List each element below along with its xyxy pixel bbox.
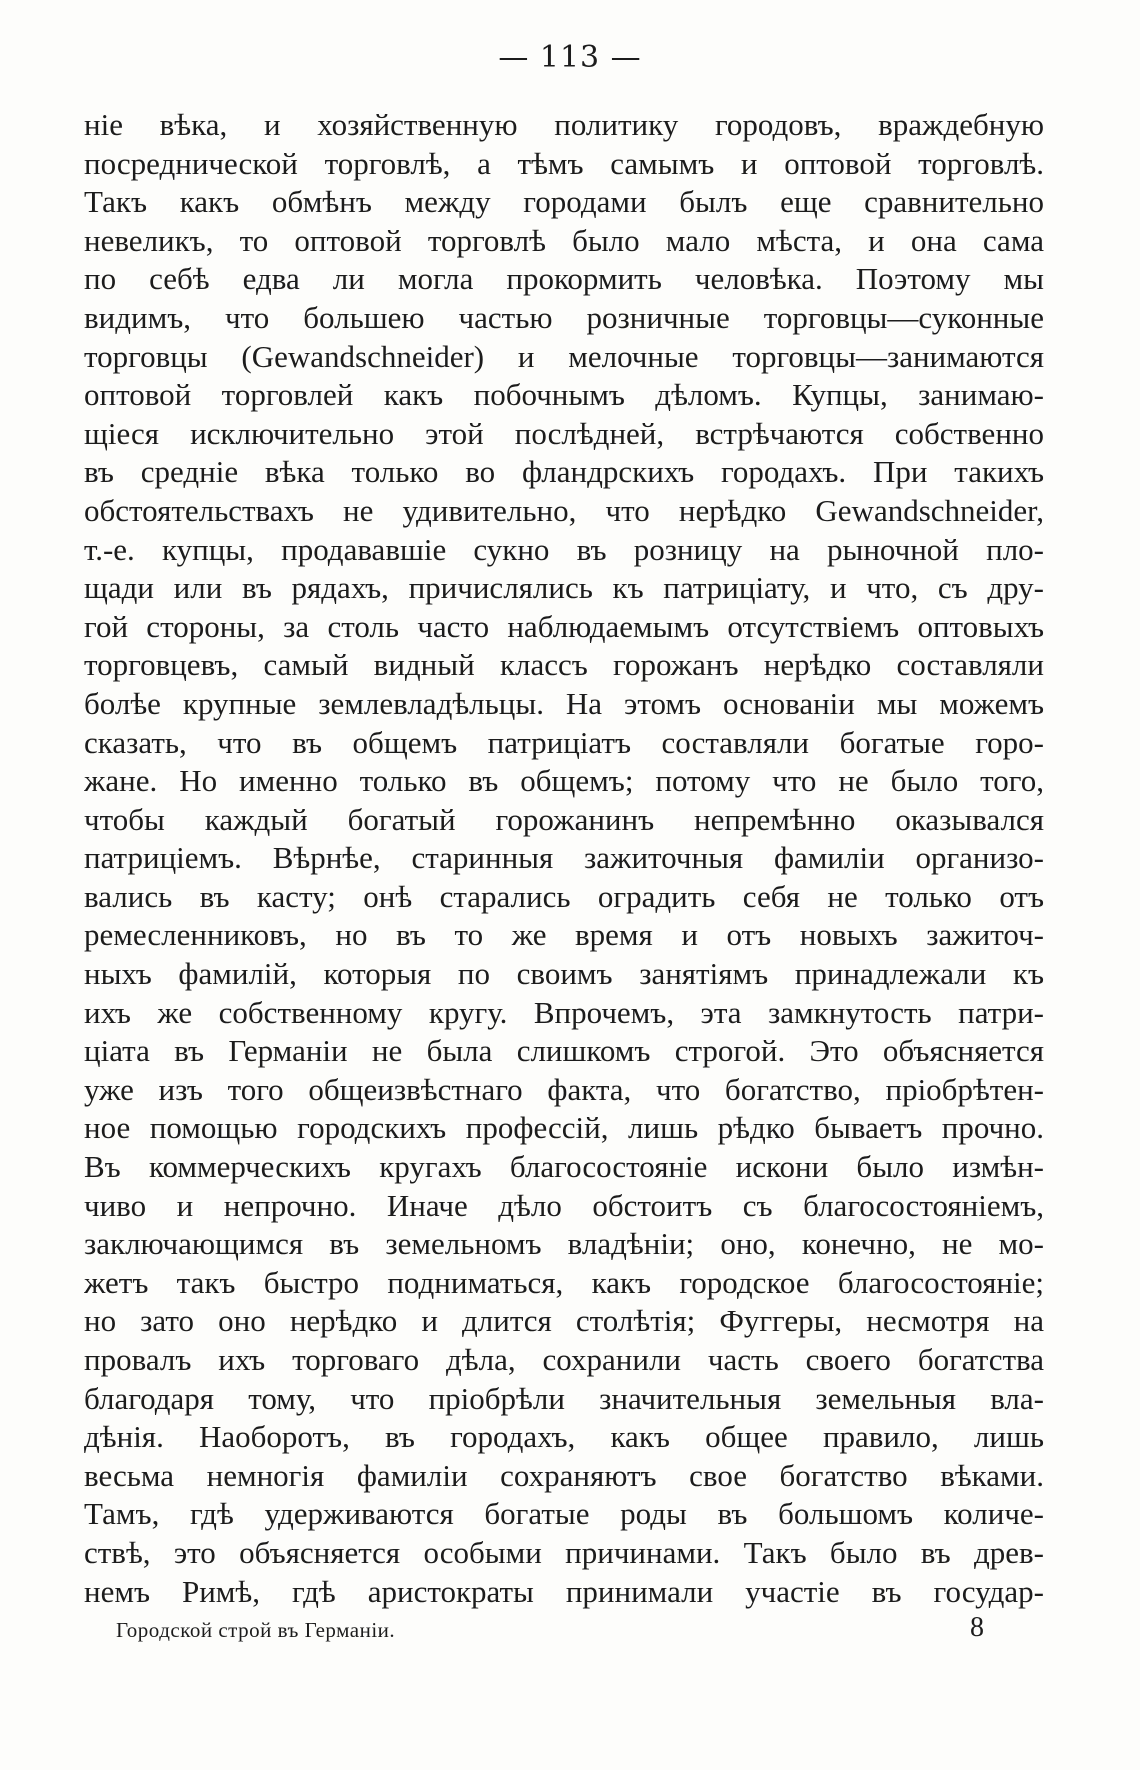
text-line: оптовой торговлей какъ побочнымъ дѣломъ. Купцы, занимаю- [84,377,1044,413]
page-number: — 113 — [498,40,642,75]
text-line: дѣнія. Наоборотъ, въ городахъ, какъ общее правило, лишь [84,1419,1044,1455]
text-line: Тамъ, гдѣ удерживаются богатые роды въ большомъ количе- [84,1496,1044,1532]
text-line: сказать, что въ общемъ патриціатъ составляли богатые горо- [84,724,1044,760]
text-line: невеликъ, то оптовой торговлѣ было мало мѣста, и она сама [84,222,1044,258]
text-line: ствѣ, это объясняется особыми причинами. Такъ было въ древ- [84,1534,1044,1570]
text-line: ихъ же собственному кругу. Впрочемъ, эта замкнутость патри- [84,994,1044,1030]
text-line: гой стороны, за столь часто наблюдаемымъ отсутствіемъ оптовыхъ [84,608,1044,644]
text-line: немъ Римѣ, гдѣ аристократы принимали участіе въ государ- [84,1573,1044,1609]
text-line: въ средніе вѣка только во фландрскихъ городахъ. При такихъ [84,454,1044,490]
text-line: чиво и непрочно. Иначе дѣло обстоитъ съ благосостояніемъ, [84,1187,1044,1223]
text-line: торговцы (Gewandschneider) и мелочные торговцы—занимаются [84,338,1044,374]
text-line: щади или въ рядахъ, причислялись къ патриціату, и что, съ дру- [84,570,1044,606]
text-line: торговцевъ, самый видный классъ горожанъ нерѣдко составляли [84,647,1044,683]
text-line: Такъ какъ обмѣнъ между городами былъ еще сравнительно [84,184,1044,220]
text-line: провалъ ихъ торговаго дѣла, сохранили часть своего богатства [84,1342,1044,1377]
page-footer [116,1612,984,1652]
text-line: весьма немногія фамиліи сохраняютъ свое богатство вѣками. [84,1457,1044,1493]
text-line: ніе вѣка, и хозяйственную политику городовъ, враждебную [84,107,1044,142]
text-line: ціата въ Германіи не была слишкомъ строгой. Это объясняется [84,1033,1044,1069]
text-line: жане. Но именно только въ общемъ; потому что не было того, [84,763,1044,799]
text-line: заключающимся въ земельномъ владѣніи; оно, конечно, не мо- [84,1226,1044,1262]
text-line: ремесленниковъ, но въ то же время и отъ новыхъ зажиточ- [84,917,1044,953]
text-line: чтобы каждый богатый горожанинъ непремѣнно оказывался [84,801,1044,837]
text-line: уже изъ того общеизвѣстнаго факта, что богатство, пріобрѣтен- [84,1071,1044,1107]
footer-book-title: Городской строй въ Германіи. [116,1618,396,1642]
text-line: благодаря тому, что пріобрѣли значительныя земельныя вла- [84,1380,1044,1416]
text-line: по себѣ едва ли могла прокормить человѣка. Поэтому мы [84,261,1044,297]
footer-signature-mark: 8 [970,1612,984,1643]
text-line: обстоятельствахъ не удивительно, что нерѣдко Gewandschneider, [84,492,1044,528]
body-text [84,106,1044,1611]
text-line: болѣе крупные землевладѣльцы. На этомъ основаніи мы можемъ [84,685,1044,721]
text-line: посреднической торговлѣ, а тѣмъ самымъ и оптовой торговлѣ. [84,145,1044,181]
text-line: вались въ касту; онѣ старались оградить себя не только отъ [84,878,1044,914]
text-line: жетъ такъ быстро подниматься, какъ городское благосостояніе; [84,1264,1044,1300]
text-line: но зато оно нерѣдко и длится столѣтія; Фуггеры, несмотря на [84,1303,1044,1339]
text-line: ныхъ фамилій, которыя по своимъ занятіямъ принадлежали къ [84,956,1044,992]
text-line: т.-е. купцы, продававшіе сукно въ розницу на рыночной пло- [84,531,1044,567]
text-line: щіеся исключительно этой послѣдней, встрѣчаются собственно [84,415,1044,451]
text-line: Въ коммерческихъ кругахъ благосостояніе искони было измѣн- [84,1149,1044,1185]
text-line: видимъ, что большею частью розничные торговцы—суконные [84,299,1044,335]
text-line: патриціемъ. Вѣрнѣе, старинныя зажиточныя фамиліи организо- [84,840,1044,876]
text-line: ное помощью городскихъ профессій, лишь рѣдко бываетъ прочно. [84,1110,1044,1146]
